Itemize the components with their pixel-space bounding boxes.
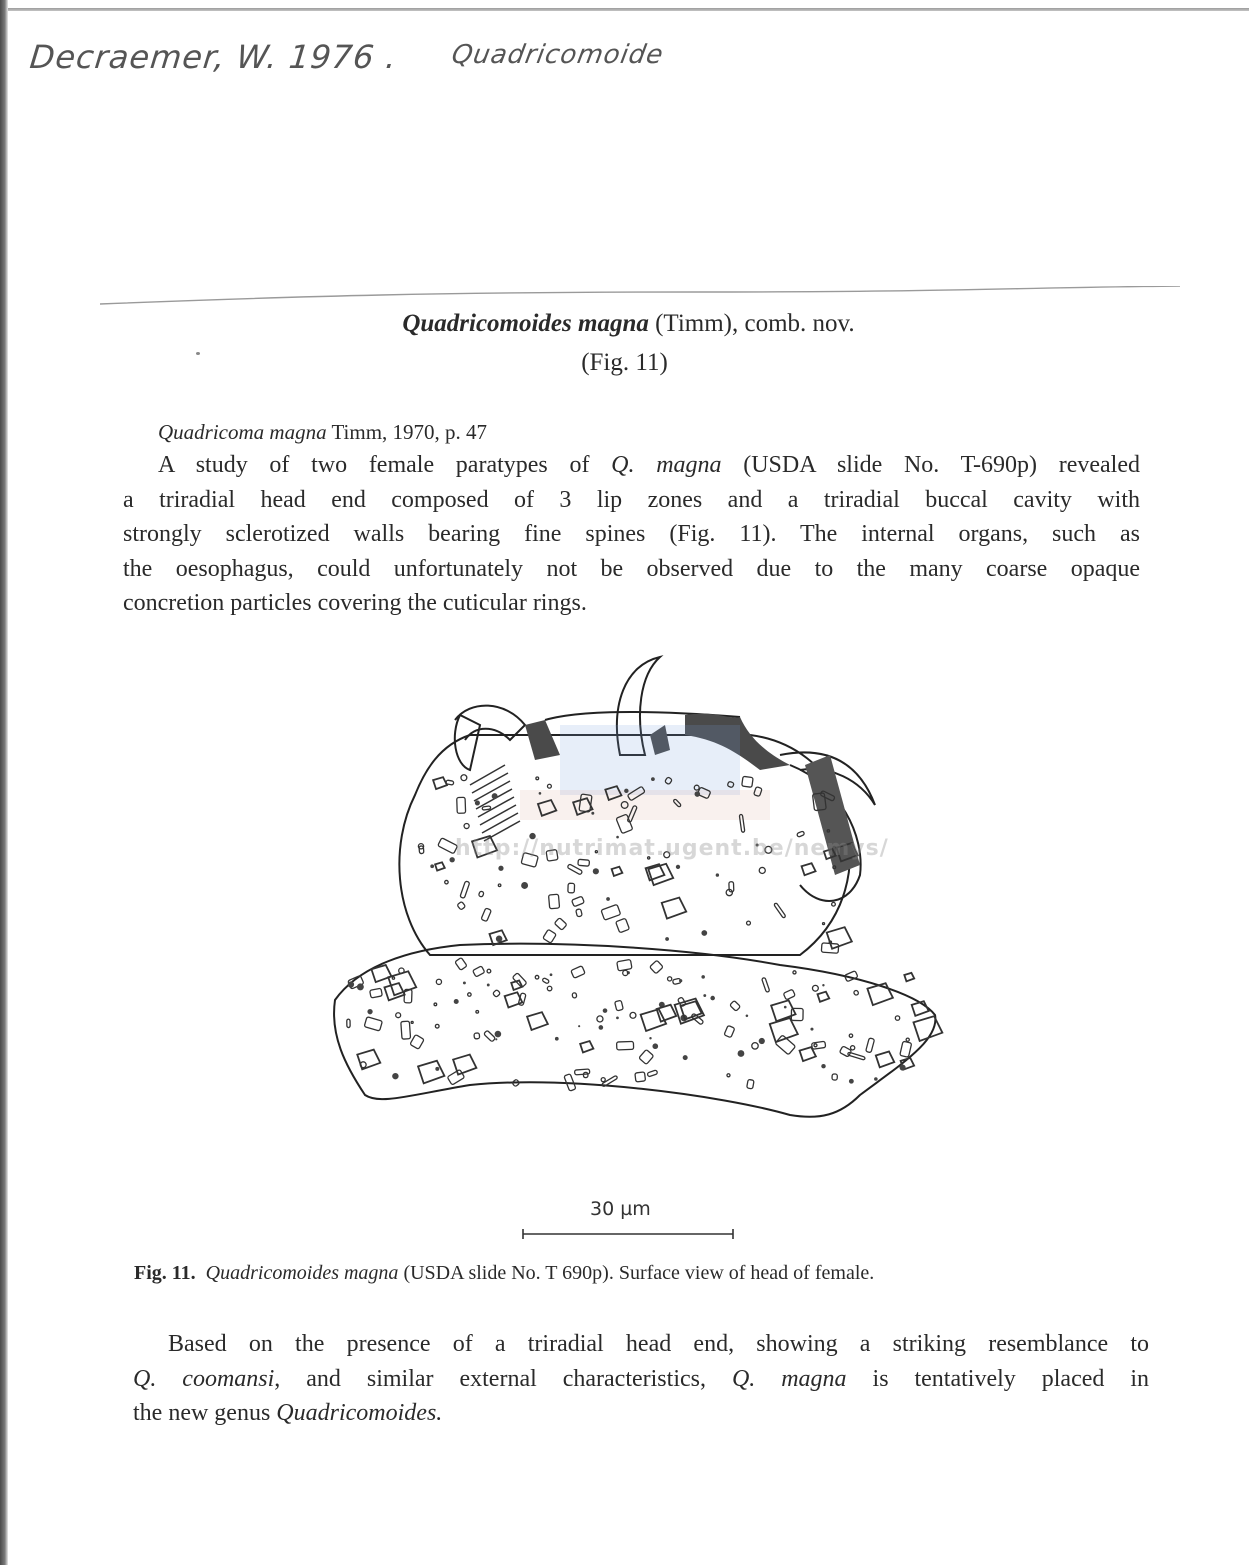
figure-caption xyxy=(134,1262,874,1285)
concretion-particle xyxy=(495,1038,497,1040)
concretion-particle xyxy=(774,903,786,919)
concretion-particle xyxy=(476,1010,479,1013)
concretion-particle xyxy=(498,884,501,887)
concretion-particle xyxy=(701,975,705,979)
concretion-particle xyxy=(752,1043,758,1049)
concretion-particle xyxy=(853,990,859,996)
text-run: , and similar external characteristics, xyxy=(274,1365,732,1392)
concretion-particle xyxy=(543,929,557,943)
concretion-particle xyxy=(478,891,484,897)
concretion-particle xyxy=(460,881,470,898)
concretion-particle xyxy=(895,1016,899,1020)
concretion-particle xyxy=(498,866,503,871)
scale-bar xyxy=(522,1229,734,1239)
species-name: Quadricomoides magna xyxy=(402,310,649,337)
text-run: a triradial head end composed of 3 lip zones and a triradial buccal cavity with xyxy=(123,486,1140,513)
concretion-particle xyxy=(759,867,765,873)
concretion-particle xyxy=(593,868,599,874)
concretion-particle xyxy=(572,896,585,907)
text-run: concretion particles covering the cuticular rings. xyxy=(123,590,587,617)
concretion-particle xyxy=(475,800,480,805)
concretion-particle xyxy=(817,992,829,1002)
concretion-particle xyxy=(348,981,354,987)
concretion-particle xyxy=(370,988,383,998)
paragraph-line xyxy=(123,552,1140,587)
concretion-particle xyxy=(434,1003,437,1006)
concretion-particle xyxy=(617,1041,634,1049)
concretion-particle xyxy=(701,930,707,936)
concretion-particle xyxy=(446,780,454,785)
concretion-particle xyxy=(357,983,364,990)
concretion-particle xyxy=(474,1033,480,1039)
species-authority: (Timm), comb. nov. xyxy=(648,310,855,337)
caption-taxon: Quadricomoides magna xyxy=(205,1262,399,1284)
concretion-particle xyxy=(630,1012,636,1018)
concretion-particle xyxy=(496,936,503,943)
concretion-particle xyxy=(550,973,553,976)
description-paragraph xyxy=(123,448,1140,621)
concretion-particle xyxy=(392,1073,398,1079)
concretion-particle xyxy=(900,1041,912,1057)
synonym-citation xyxy=(158,420,487,445)
concretion-particle xyxy=(823,923,825,925)
concretion-particle xyxy=(572,993,577,999)
concretion-particle xyxy=(617,959,632,971)
concretion-particle xyxy=(695,791,701,797)
concretion-particle xyxy=(487,984,490,987)
synonym-name: Quadricoma magna xyxy=(158,420,327,444)
concretion-particle xyxy=(665,937,669,941)
concretion-particle xyxy=(746,1015,749,1018)
concretion-particle xyxy=(616,1017,619,1020)
concretion-particle xyxy=(899,1064,905,1070)
concretion-particle xyxy=(347,1019,350,1028)
concretion-particle xyxy=(649,1037,651,1039)
concretion-particle xyxy=(454,999,459,1004)
concretion-particle xyxy=(435,1067,439,1071)
italic-term: Q. coomansi xyxy=(133,1365,275,1392)
concretion-particle xyxy=(802,863,816,875)
concretion-particle xyxy=(364,1017,382,1031)
concretion-particle xyxy=(578,1025,580,1027)
concretion-band xyxy=(334,944,935,1117)
concretion-particle xyxy=(539,792,542,795)
concretion-particle xyxy=(411,1021,413,1023)
paragraph-line xyxy=(123,586,1140,621)
concretion-particle xyxy=(822,984,824,986)
figure-reference: (Fig. 11) xyxy=(581,349,668,376)
concretion-particle xyxy=(812,985,818,991)
concretion-particle xyxy=(668,977,672,981)
concretion-particle xyxy=(401,1021,411,1039)
concretion-particle xyxy=(784,1006,787,1009)
concretion-particles xyxy=(347,775,943,1091)
concretion-particle xyxy=(866,1038,875,1053)
handwritten-genus-note: Quadricomoide xyxy=(449,40,667,70)
concretion-particle xyxy=(430,864,434,868)
concretion-particle xyxy=(913,1016,942,1041)
concretion-particle xyxy=(616,918,630,933)
concretion-particle xyxy=(482,806,491,810)
concretion-particle xyxy=(527,1012,548,1030)
concretion-particle xyxy=(662,898,687,919)
concretion-particle xyxy=(832,902,836,906)
concretion-particle xyxy=(457,797,466,813)
concretion-particle xyxy=(651,777,655,781)
concretion-particle xyxy=(453,1055,476,1075)
concretion-particle xyxy=(433,777,447,789)
concretion-particle xyxy=(554,918,567,931)
caption-text: (USDA slide No. T 690p). Surface view of head of female. xyxy=(398,1262,875,1284)
concretion-particle xyxy=(827,927,852,949)
concretion-particle xyxy=(591,812,594,815)
concretion-particle xyxy=(650,960,664,974)
concretion-particle xyxy=(396,1013,401,1018)
concretion-particle xyxy=(783,989,795,1000)
concretion-particle xyxy=(724,1025,735,1037)
paper-edge-line xyxy=(100,286,1180,306)
concretion-particle xyxy=(410,1034,424,1049)
concretion-particle xyxy=(601,1078,605,1082)
concretion-particle xyxy=(876,1052,894,1068)
concretion-particle xyxy=(603,1008,608,1013)
concretion-particle xyxy=(536,777,539,780)
concretion-particle xyxy=(615,1000,624,1011)
concretion-particle xyxy=(457,901,466,910)
scan-edge-left xyxy=(0,0,8,1565)
concretion-particle xyxy=(547,784,551,788)
concretion-particle xyxy=(447,1069,464,1085)
concretion-particle xyxy=(597,1016,603,1022)
concretion-particle xyxy=(547,986,552,991)
text-run: the new genus xyxy=(133,1400,277,1427)
concretion-particle xyxy=(576,909,583,917)
concretion-particle xyxy=(461,775,467,781)
concretion-particle xyxy=(555,1037,559,1041)
text-run: the oesophagus, could unfortunately not be observed due to the many coarse opaque xyxy=(123,555,1140,582)
concretion-particle xyxy=(874,1077,878,1081)
concretion-particle xyxy=(445,880,448,883)
concretion-particle xyxy=(747,921,751,925)
left-lip xyxy=(455,715,480,770)
concretion-particle xyxy=(612,867,623,876)
paragraph-line xyxy=(123,483,1140,518)
paragraph-line xyxy=(133,1396,1149,1431)
concretion-particle xyxy=(571,966,585,979)
concretion-particle xyxy=(367,1009,372,1014)
concretion-particle xyxy=(568,883,575,893)
concretion-particle xyxy=(511,980,522,989)
text-run: Based on the presence of a triradial head end, showing a striking resemblance to xyxy=(168,1331,1149,1357)
caption-label: Fig. 11. xyxy=(134,1262,196,1284)
concretion-particle xyxy=(493,989,501,997)
concretion-particle xyxy=(742,776,753,787)
concretion-particle xyxy=(418,1061,444,1084)
concretion-particle xyxy=(832,1074,837,1080)
concretion-particle xyxy=(703,994,706,997)
concretion-particle xyxy=(487,969,491,973)
italic-term: Q. magna xyxy=(731,1365,847,1392)
concretion-particle xyxy=(635,1072,646,1082)
concretion-particle xyxy=(647,1070,658,1077)
concretion-particle xyxy=(738,1050,745,1057)
concretion-particle xyxy=(676,865,680,869)
concretion-particle xyxy=(606,897,610,901)
concretion-particle xyxy=(535,975,539,979)
paragraph-line xyxy=(123,517,1140,552)
text-run: A study of two female paratypes of xyxy=(158,452,612,478)
scale-bar-label: 30 µm xyxy=(590,1198,651,1220)
species-heading xyxy=(0,310,1249,338)
text-run: is tentatively placed in xyxy=(846,1365,1149,1392)
concretion-particle xyxy=(762,977,770,992)
concretion-particle xyxy=(904,973,914,982)
concretion-particle xyxy=(730,1001,741,1012)
paragraph-line xyxy=(123,448,1140,483)
concretion-particle xyxy=(716,873,719,876)
concretion-particle xyxy=(549,894,560,909)
concretion-particle xyxy=(580,1041,593,1052)
concretion-particle xyxy=(624,789,628,793)
concretion-particle xyxy=(601,904,621,920)
concretion-particle xyxy=(727,1074,730,1077)
text-run: strongly sclerotized walls bearing fine spines (Fig. 11). The internal organs, such as xyxy=(123,521,1140,548)
concretion-particle xyxy=(468,993,471,996)
concretion-particle xyxy=(435,862,445,870)
concretion-particle xyxy=(770,1018,798,1042)
figure-head-drawing xyxy=(320,645,950,1155)
scan-speck xyxy=(196,352,200,355)
concretion-particle xyxy=(652,1043,658,1049)
concretion-particle xyxy=(747,1079,754,1089)
concretion-particle xyxy=(481,908,491,922)
italic-term: Q. magna xyxy=(611,452,722,478)
concretion-particle xyxy=(392,977,394,979)
concretion-particle xyxy=(821,1064,825,1068)
discussion-paragraph xyxy=(133,1327,1149,1431)
figure-watermark: http://nutrimat.ugent.be/nemys/ xyxy=(455,836,889,861)
concretion-particle xyxy=(473,966,485,977)
concretion-particle xyxy=(463,981,466,984)
concretion-particle xyxy=(810,1028,813,1031)
concretion-particle xyxy=(639,1049,654,1064)
concretion-particle xyxy=(495,1031,502,1038)
concretion-particle xyxy=(599,1025,604,1030)
concretion-particle xyxy=(455,957,467,970)
concretion-particle xyxy=(683,1055,688,1060)
concretion-particle xyxy=(542,978,549,984)
concretion-particle xyxy=(464,824,469,829)
concretion-particle xyxy=(710,996,715,1001)
concretion-particle xyxy=(849,1034,852,1037)
paragraph-line xyxy=(133,1327,1149,1362)
italic-term: Quadricomoides. xyxy=(276,1400,443,1427)
text-run: (USDA slide No. T-690p) revealed xyxy=(721,452,1140,478)
handwritten-author-note: Decraemer, W. 1976 . xyxy=(28,38,399,76)
paragraph-line xyxy=(133,1362,1149,1397)
scan-edge-top xyxy=(0,8,1249,11)
concretion-particle xyxy=(679,979,682,982)
concretion-particle xyxy=(484,1030,496,1042)
concretion-particle xyxy=(814,1044,817,1047)
concretion-particle xyxy=(849,1079,854,1084)
concretion-particle xyxy=(759,1038,765,1044)
concretion-particle xyxy=(436,979,441,984)
concretion-particle xyxy=(435,1024,439,1028)
concretion-particle xyxy=(793,971,796,974)
concretion-particle xyxy=(583,1072,588,1077)
synonym-reference: Timm, 1970, p. 47 xyxy=(326,420,488,444)
concretion-particle xyxy=(492,793,498,799)
concretion-particle xyxy=(575,1069,590,1075)
concretion-particle xyxy=(657,1005,677,1022)
concretion-particle xyxy=(521,882,528,889)
concretion-particle xyxy=(906,1038,909,1041)
